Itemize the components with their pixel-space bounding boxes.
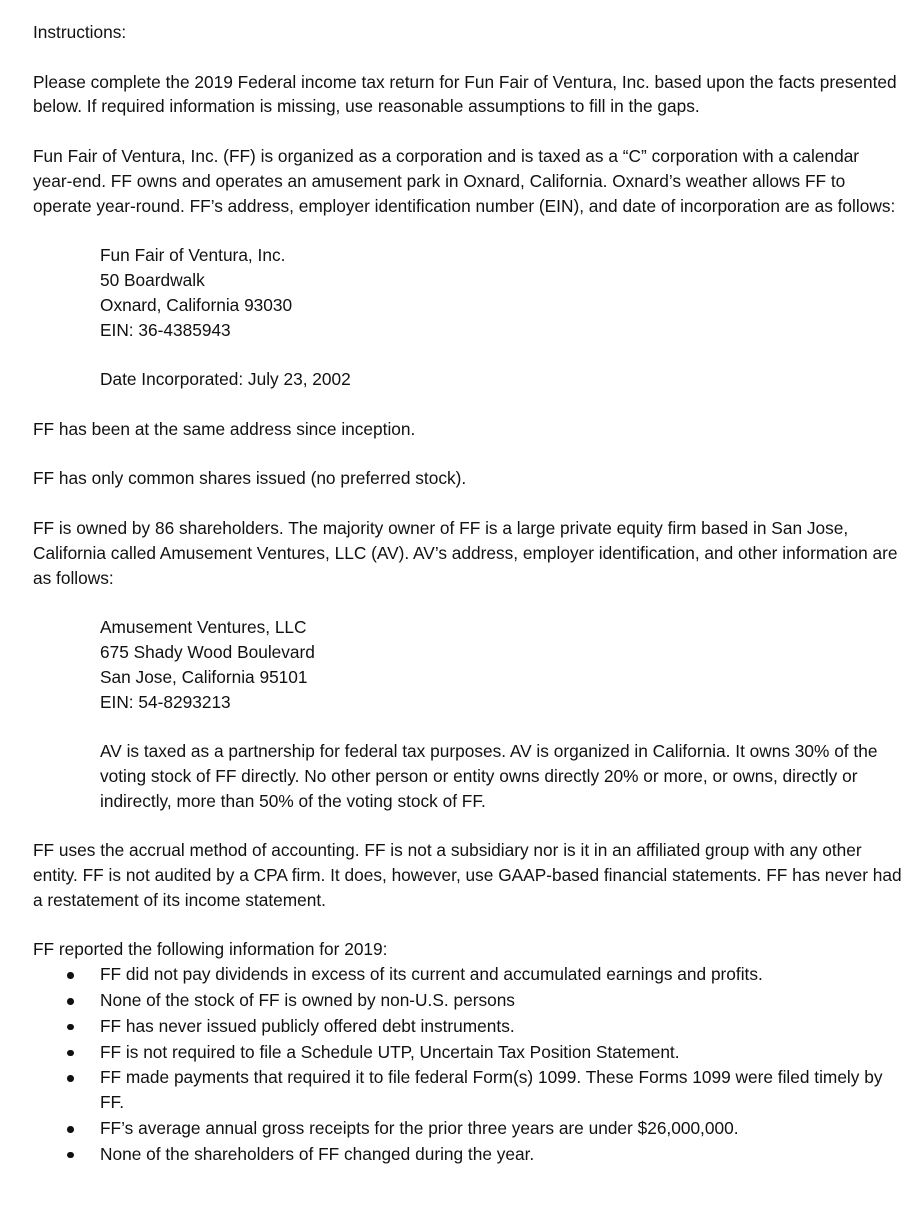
list-item-text: FF made payments that required it to file federal Form(s) 1099. These Forms 1099 were filed timely by FF. (100, 1067, 883, 1113)
intro-paragraph: Please complete the 2019 Federal income tax return for Fun Fair of Ventura, Inc. based upon the facts presented below. If required information is missing, use reasonable assumptions to fill in the gaps. (33, 71, 897, 117)
bullet-icon (67, 998, 74, 1005)
same-address-paragraph: FF has been at the same address since inception. (33, 418, 416, 439)
common-shares-paragraph: FF has only common shares issued (no preferred stock). (33, 468, 467, 489)
bullet-icon (67, 1024, 74, 1031)
av-city: San Jose, California 95101 (100, 666, 308, 687)
av-name: Amusement Ventures, LLC (100, 617, 307, 638)
list-item-text: None of the stock of FF is owned by non-U.S. persons (100, 990, 515, 1011)
list-item-text: FF has never issued publicly offered debt instruments. (100, 1015, 515, 1036)
accounting-paragraph: FF uses the accrual method of accounting. FF is not a subsidiary nor is it in an affiliated group with any other entity. FF is not audited by a CPA firm. It does, however, use GAAP-based financial statements. FF has never had a restatement of its income statement. (33, 840, 902, 910)
ff-street: 50 Boardwalk (100, 269, 205, 290)
av-street: 675 Shady Wood Boulevard (100, 641, 315, 662)
list-item-text: None of the shareholders of FF changed during the year. (100, 1143, 535, 1164)
reported-paragraph: FF reported the following information for 2019: (33, 939, 388, 960)
ff-name: Fun Fair of Ventura, Inc. (100, 245, 286, 266)
list-item (33, 988, 903, 1013)
instructions-heading: Instructions: (33, 22, 127, 42)
list-item (33, 962, 903, 987)
instructions-document (33, 20, 903, 1167)
list-item (33, 1142, 903, 1167)
bullet-icon (67, 972, 74, 979)
bullet-icon (67, 1126, 74, 1133)
list-item-text: FF’s average annual gross receipts for the prior three years are under $26,000,000. (100, 1118, 739, 1139)
ff-date-incorporated: Date Incorporated: July 23, 2002 (100, 369, 351, 390)
ff-address-block (100, 243, 903, 392)
ff-ein: EIN: 36-4385943 (100, 319, 231, 340)
av-address-block (100, 615, 903, 813)
av-ein: EIN: 54-8293213 (100, 691, 231, 712)
facts-bullet-list (33, 962, 903, 1166)
bullet-icon (67, 1152, 74, 1159)
av-taxation-paragraph: AV is taxed as a partnership for federal tax purposes. AV is organized in California. It owns 30% of the voting stock of FF directly. No other person or entity owns directly 20% or more, or owns, directly or indirectly, more than 50% of the voting stock of FF. (100, 741, 878, 811)
list-item (33, 1116, 903, 1141)
bullet-icon (67, 1075, 74, 1082)
organization-paragraph: Fun Fair of Ventura, Inc. (FF) is organized as a corporation and is taxed as a “C” corporation with a calendar year-end. FF owns and operates an amusement park in Oxnard, California. Oxnard’s weather allows FF to operate year-round. FF’s address, employer identification number (EIN), and date of incorporation are as follows: (33, 145, 896, 216)
list-item-text: FF did not pay dividends in excess of its current and accumulated earnings and profits. (100, 964, 763, 985)
ff-city: Oxnard, California 93030 (100, 294, 293, 315)
ownership-paragraph: FF is owned by 86 shareholders. The majority owner of FF is a large private equity firm based in San Jose, California called Amusement Ventures, LLC (AV). AV’s address, employer identification, and other information are as follows: (33, 517, 898, 588)
list-item (33, 1065, 903, 1115)
list-item (33, 1014, 903, 1039)
list-item-text: FF is not required to file a Schedule UTP, Uncertain Tax Position Statement. (100, 1041, 680, 1062)
list-item (33, 1040, 903, 1065)
bullet-icon (67, 1050, 74, 1057)
